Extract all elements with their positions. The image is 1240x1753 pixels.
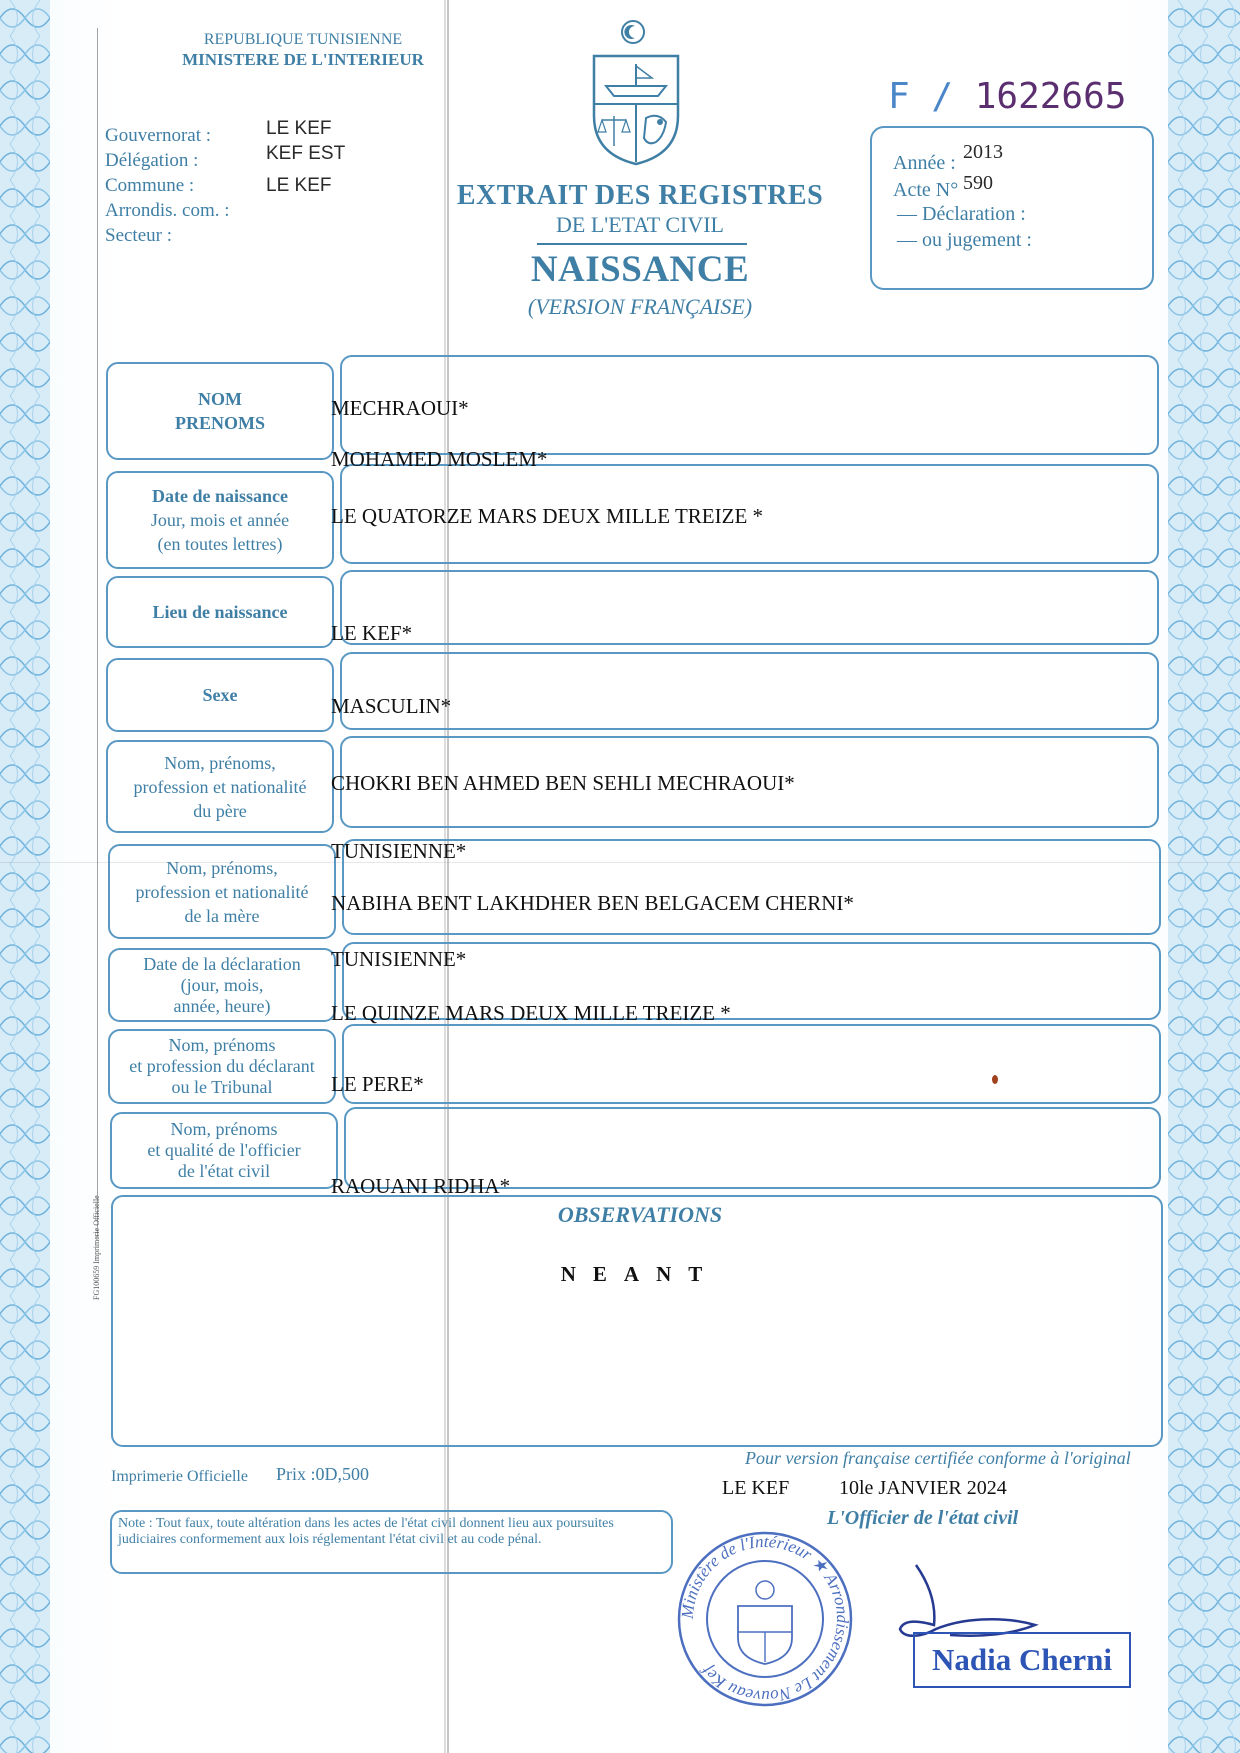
nom-prenoms-label	[106, 362, 334, 460]
lieu-value-cell	[340, 570, 1159, 645]
mere-nationalite-value: TUNISIENNE*	[331, 947, 467, 971]
serial-digits: 1622665	[974, 76, 1127, 117]
acte-number-label: Acte N°	[893, 179, 959, 201]
document-type: NAISSANCE	[530, 249, 750, 290]
annee-value: 2013	[963, 141, 1003, 163]
date-naissance-label-line3: (en toutes lettres)	[157, 534, 283, 554]
gouvernorat-value: LE KEF	[266, 118, 332, 139]
legal-note: Note : Tout faux, toute altération dans les actes de l'état civil donnent lieu aux poursuites judiciaires conformement aux lois réglementant l'état civil et au code pénal.	[118, 1516, 614, 1547]
sexe-value: MASCULIN*	[331, 694, 452, 718]
annee-label: Année :	[893, 152, 956, 174]
document-version: (VERSION FRANÇAISE)	[527, 294, 753, 319]
pere-label-line3: du père	[193, 800, 247, 821]
price: Prix :0D,500	[276, 1464, 370, 1484]
mere-label-line3: de la mère	[184, 905, 260, 926]
document-subtitle: DE L'ETAT CIVIL	[556, 212, 724, 237]
lieu-naissance-label	[106, 576, 334, 648]
declaration-label-line2: (jour, mois,	[180, 974, 264, 995]
lieu-label-text: Lieu de naissance	[152, 602, 288, 622]
svg-text:Ministère de l'Intérieur ★ Arr	[678, 1532, 852, 1706]
mere-label	[108, 844, 336, 939]
declaration-label-line1: Date de la déclaration	[143, 953, 301, 974]
ink-spot	[992, 1075, 998, 1084]
commune-value: LE KEF	[266, 175, 332, 196]
serial-prefix: F /	[888, 76, 954, 117]
officer-name-stamp: Nadia Cherni	[913, 1632, 1131, 1688]
officier-label-line2: et qualité de l'officier	[147, 1140, 301, 1160]
declarant-value: LE PERE*	[331, 1072, 424, 1096]
pere-label	[106, 740, 334, 833]
declaration-label: — Déclaration :	[897, 203, 1026, 225]
mere-label-line2: profession et nationalité	[135, 881, 309, 902]
ministry-name: MINISTERE DE L'INTERIEUR	[182, 50, 424, 69]
nom-label: NOM	[198, 389, 242, 409]
prenoms-value: MOHAMED MOSLEM*	[331, 447, 548, 471]
date-declaration-value: LE QUINZE MARS DEUX MILLE TREIZE *	[331, 1001, 731, 1025]
pere-nationalite-value: TUNISIENNE*	[331, 839, 467, 863]
observations-value: NEANT	[560, 1262, 720, 1286]
prenoms-label: PRENOMS	[175, 413, 265, 433]
sexe-value-cell	[340, 652, 1159, 730]
left-guilloche-border	[0, 0, 50, 1753]
date-naissance-label-line1: Date de naissance	[152, 486, 288, 506]
observations-title: OBSERVATIONS	[557, 1202, 723, 1227]
declarant-label-line3: ou le Tribunal	[171, 1077, 273, 1097]
delegation-value: KEF EST	[266, 143, 346, 164]
commune-label: Commune :	[105, 175, 195, 196]
left-margin-rule	[97, 28, 98, 1238]
acte-number-value: 590	[963, 172, 993, 194]
delegation-label: Délégation :	[105, 150, 199, 171]
issue-place: LE KEF	[722, 1477, 790, 1499]
printer-name: Imprimerie Officielle	[111, 1468, 248, 1485]
lieu-naissance-value: LE KEF*	[331, 621, 413, 645]
pere-label-line2: profession et nationalité	[133, 776, 307, 797]
jugement-label: — ou jugement :	[897, 229, 1032, 251]
issuer-header	[168, 30, 438, 70]
date-naissance-label	[106, 471, 334, 569]
officier-value: RAOUANI RIDHA*	[331, 1174, 511, 1198]
serial-number	[888, 76, 1126, 117]
officier-label-line1: Nom, prénoms	[170, 1119, 278, 1139]
officer-title: L'Officier de l'état civil	[827, 1507, 1019, 1529]
pere-value: CHOKRI BEN AHMED BEN SEHLI MECHRAOUI*	[331, 771, 795, 795]
right-guilloche-border	[1168, 0, 1240, 1753]
gouvernorat-label: Gouvernorat :	[105, 125, 212, 146]
officier-label	[110, 1112, 338, 1189]
sexe-label-text: Sexe	[202, 685, 238, 705]
observations-box	[111, 1195, 1163, 1447]
issue-date: 10le JANVIER 2024	[839, 1477, 1007, 1499]
arrondissement-label: Arrondis. com. :	[105, 200, 230, 221]
date-naissance-value: LE QUATORZE MARS DEUX MILLE TREIZE *	[331, 504, 764, 528]
nom-value: MECHRAOUI*	[331, 396, 469, 420]
mere-value: NABIHA BENT LAKHDHER BEN BELGACEM CHERNI*	[331, 891, 854, 915]
pere-label-line1: Nom, prénoms,	[164, 752, 276, 773]
secteur-label: Secteur :	[105, 225, 173, 246]
document-title: EXTRAIT DES REGISTRES	[456, 180, 824, 211]
declarant-label-line1: Nom, prénoms	[168, 1035, 276, 1055]
stamp-text: Ministère de l'Intérieur ★ Arrondissement Le Nouveau Kef	[677, 1531, 853, 1707]
certification-text: Pour version française certifiée conforme à l'original	[745, 1448, 1131, 1468]
title-underline	[537, 243, 747, 245]
republic-name: REPUBLIQUE TUNISIENNE	[203, 31, 403, 48]
printer-reference: FG100659 Imprimerie Officielle	[92, 1195, 101, 1300]
date-naissance-label-line2: Jour, mois et année	[150, 510, 290, 530]
declarant-value-cell	[342, 1024, 1161, 1104]
declaration-label-line3: année, heure)	[173, 995, 271, 1016]
date-declaration-label	[108, 948, 336, 1022]
tunisia-coat-of-arms-icon	[586, 16, 686, 166]
official-round-stamp-icon	[676, 1530, 854, 1708]
mere-label-line1: Nom, prénoms,	[166, 857, 278, 878]
declarant-label-line2: et profession du déclarant	[129, 1056, 315, 1076]
sexe-label	[106, 658, 334, 732]
declarant-label	[108, 1029, 336, 1104]
officier-label-line3: de l'état civil	[177, 1161, 271, 1181]
